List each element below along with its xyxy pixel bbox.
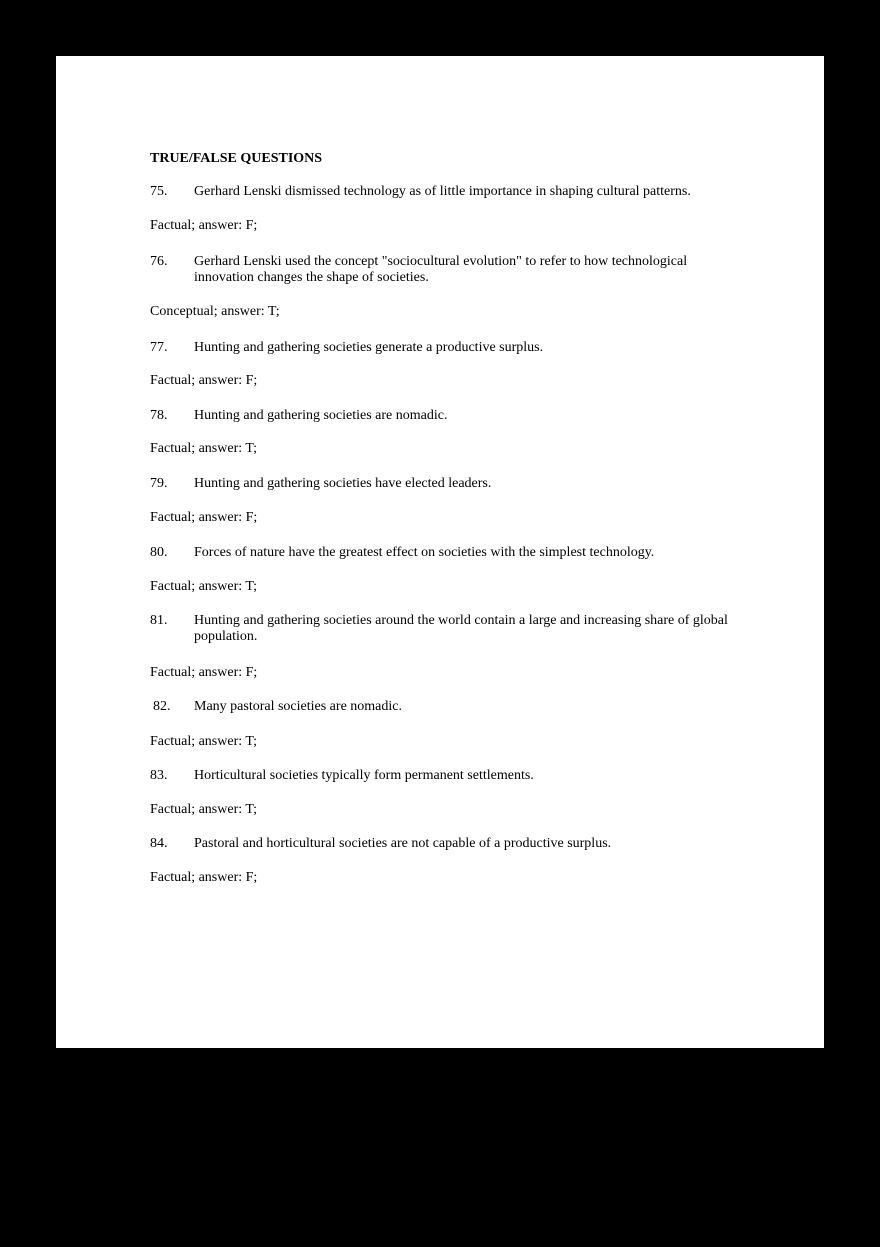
question-text: Forces of nature have the greatest effect on societies with the simplest technology.	[194, 545, 655, 560]
answer-80: Factual; answer: T;	[150, 579, 258, 594]
question-number: 82.	[153, 699, 171, 714]
question-83	[150, 768, 740, 784]
question-82	[150, 699, 740, 715]
question-text: Gerhard Lenski dismissed technology as of little importance in shaping cultural patterns.	[194, 184, 691, 199]
question-text: Hunting and gathering societies have elected leaders.	[194, 476, 492, 491]
question-text: Hunting and gathering societies are nomadic.	[194, 408, 448, 423]
question-81	[150, 613, 740, 645]
answer-79: Factual; answer: F;	[150, 510, 258, 525]
question-number: 81.	[150, 613, 168, 628]
answer-75: Factual; answer: F;	[150, 218, 258, 233]
question-79	[150, 476, 740, 492]
question-text: Hunting and gathering societies around the world contain a large and increasing share of global population.	[194, 613, 728, 644]
question-84	[150, 836, 740, 852]
answer-83: Factual; answer: T;	[150, 802, 258, 817]
answer-77: Factual; answer: F;	[150, 373, 258, 388]
question-number: 76.	[150, 254, 168, 269]
question-77	[150, 340, 740, 356]
question-78	[150, 408, 740, 424]
question-number: 78.	[150, 408, 168, 423]
question-text: Horticultural societies typically form permanent settlements.	[194, 768, 534, 783]
question-number: 77.	[150, 340, 168, 355]
question-number: 75.	[150, 184, 168, 199]
answer-84: Factual; answer: F;	[150, 870, 258, 885]
answer-78: Factual; answer: T;	[150, 441, 258, 456]
answer-76: Conceptual; answer: T;	[150, 304, 280, 319]
section-heading: TRUE/FALSE QUESTIONS	[150, 151, 323, 166]
question-76	[150, 254, 740, 286]
question-text: Pastoral and horticultural societies are not capable of a productive surplus.	[194, 836, 612, 851]
answer-81: Factual; answer: F;	[150, 665, 258, 680]
question-text: Hunting and gathering societies generate a productive surplus.	[194, 340, 544, 355]
question-80	[150, 545, 740, 561]
question-number: 83.	[150, 768, 168, 783]
question-text: Many pastoral societies are nomadic.	[194, 699, 402, 714]
document-page	[56, 56, 824, 1048]
question-text: Gerhard Lenski used the concept "sociocultural evolution" to refer to how technological innovation changes the shape of societies.	[194, 254, 688, 285]
question-number: 84.	[150, 836, 168, 851]
question-number: 80.	[150, 545, 168, 560]
question-number: 79.	[150, 476, 168, 491]
question-75	[150, 184, 740, 200]
answer-82: Factual; answer: T;	[150, 734, 258, 749]
